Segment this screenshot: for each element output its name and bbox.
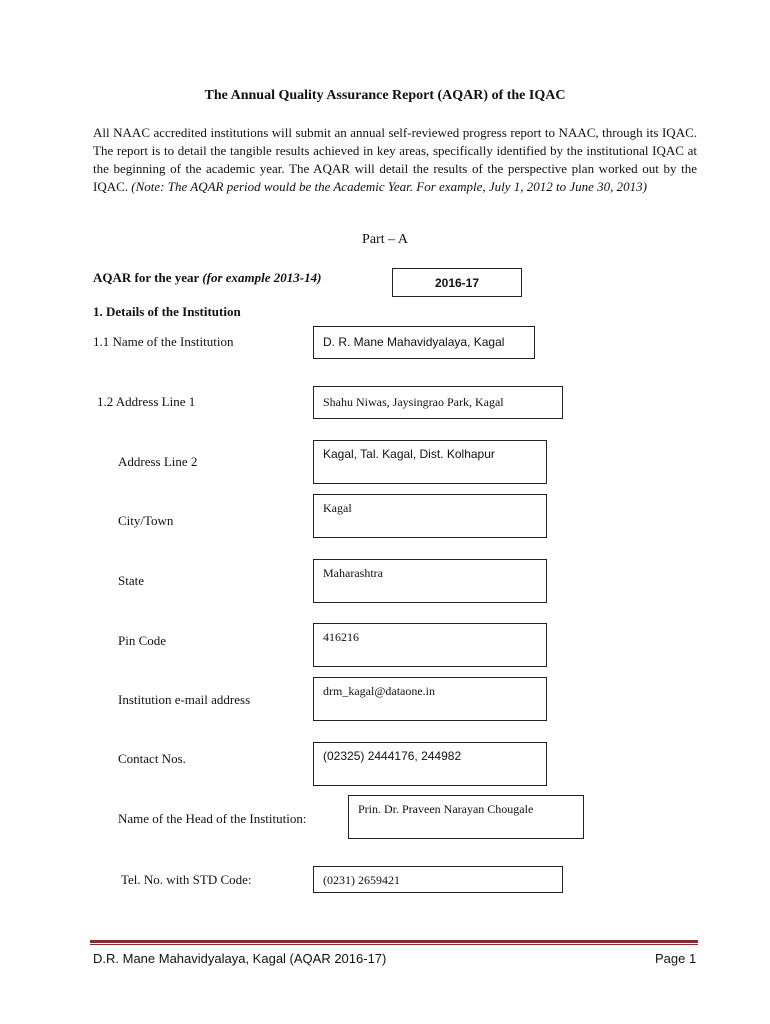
part-heading: Part – A	[362, 232, 408, 247]
aqar-year-field[interactable]: 2016-17	[392, 268, 522, 297]
aqar-year-example: (for example 2013-14)	[202, 270, 322, 285]
footer-rule-thin	[90, 944, 698, 945]
contact-field[interactable]: (02325) 2444176, 244982	[313, 742, 547, 786]
pin-field[interactable]: 416216	[313, 623, 547, 667]
contact-label: Contact Nos.	[118, 751, 186, 766]
pin-label: Pin Code	[118, 633, 167, 648]
head-field[interactable]: Prin. Dr. Praveen Narayan Chougale	[348, 795, 584, 839]
intro-text: All NAAC accredited institutions will submit an annual self-reviewed progress report to NAAC, through its IQAC. The report is to detail the tangible results achieved in key areas, specifically identified by the institutional IQAC at the beginning of the academic year. The AQAR will detail the results of the perspective plan worked out by the IQAC.	[93, 125, 697, 194]
tel-label: Tel. No. with STD Code:	[121, 872, 252, 887]
page-number: Page 1	[655, 951, 697, 966]
intro-note: (Note: The AQAR period would be the Academic Year. For example, July 1, 2012 to June 30, 2013)	[131, 179, 647, 194]
footer-institution: D.R. Mane Mahavidyalaya, Kagal (AQAR 2016-17)	[93, 951, 387, 966]
head-label: Name of the Head of the Institution:	[118, 811, 307, 826]
intro-paragraph	[93, 124, 697, 196]
address2-field[interactable]: Kagal, Tal. Kagal, Dist. Kolhapur	[313, 440, 547, 484]
address2-label: Address Line 2	[118, 454, 198, 469]
document-title: The Annual Quality Assurance Report (AQAR) of the IQAC	[204, 88, 566, 103]
address1-label: 1.2 Address Line 1	[97, 394, 196, 409]
tel-field[interactable]: (0231) 2659421	[313, 866, 563, 893]
address1-field[interactable]: Shahu Niwas, Jaysingrao Park, Kagal	[313, 386, 563, 419]
aqar-year-label-text: AQAR for the year	[93, 270, 203, 285]
name-label: 1.1 Name of the Institution	[93, 334, 234, 349]
city-field[interactable]: Kagal	[313, 494, 547, 538]
email-label: Institution e-mail address	[118, 692, 251, 707]
name-field[interactable]: D. R. Mane Mahavidyalaya, Kagal	[313, 326, 535, 359]
footer-rule-thick	[90, 940, 698, 943]
city-label: City/Town	[118, 513, 174, 528]
aqar-year-label	[93, 270, 321, 286]
email-field[interactable]: drm_kagal@dataone.in	[313, 677, 547, 721]
section-heading: 1. Details of the Institution	[93, 304, 241, 319]
state-field[interactable]: Maharashtra	[313, 559, 547, 603]
state-label: State	[118, 573, 144, 588]
